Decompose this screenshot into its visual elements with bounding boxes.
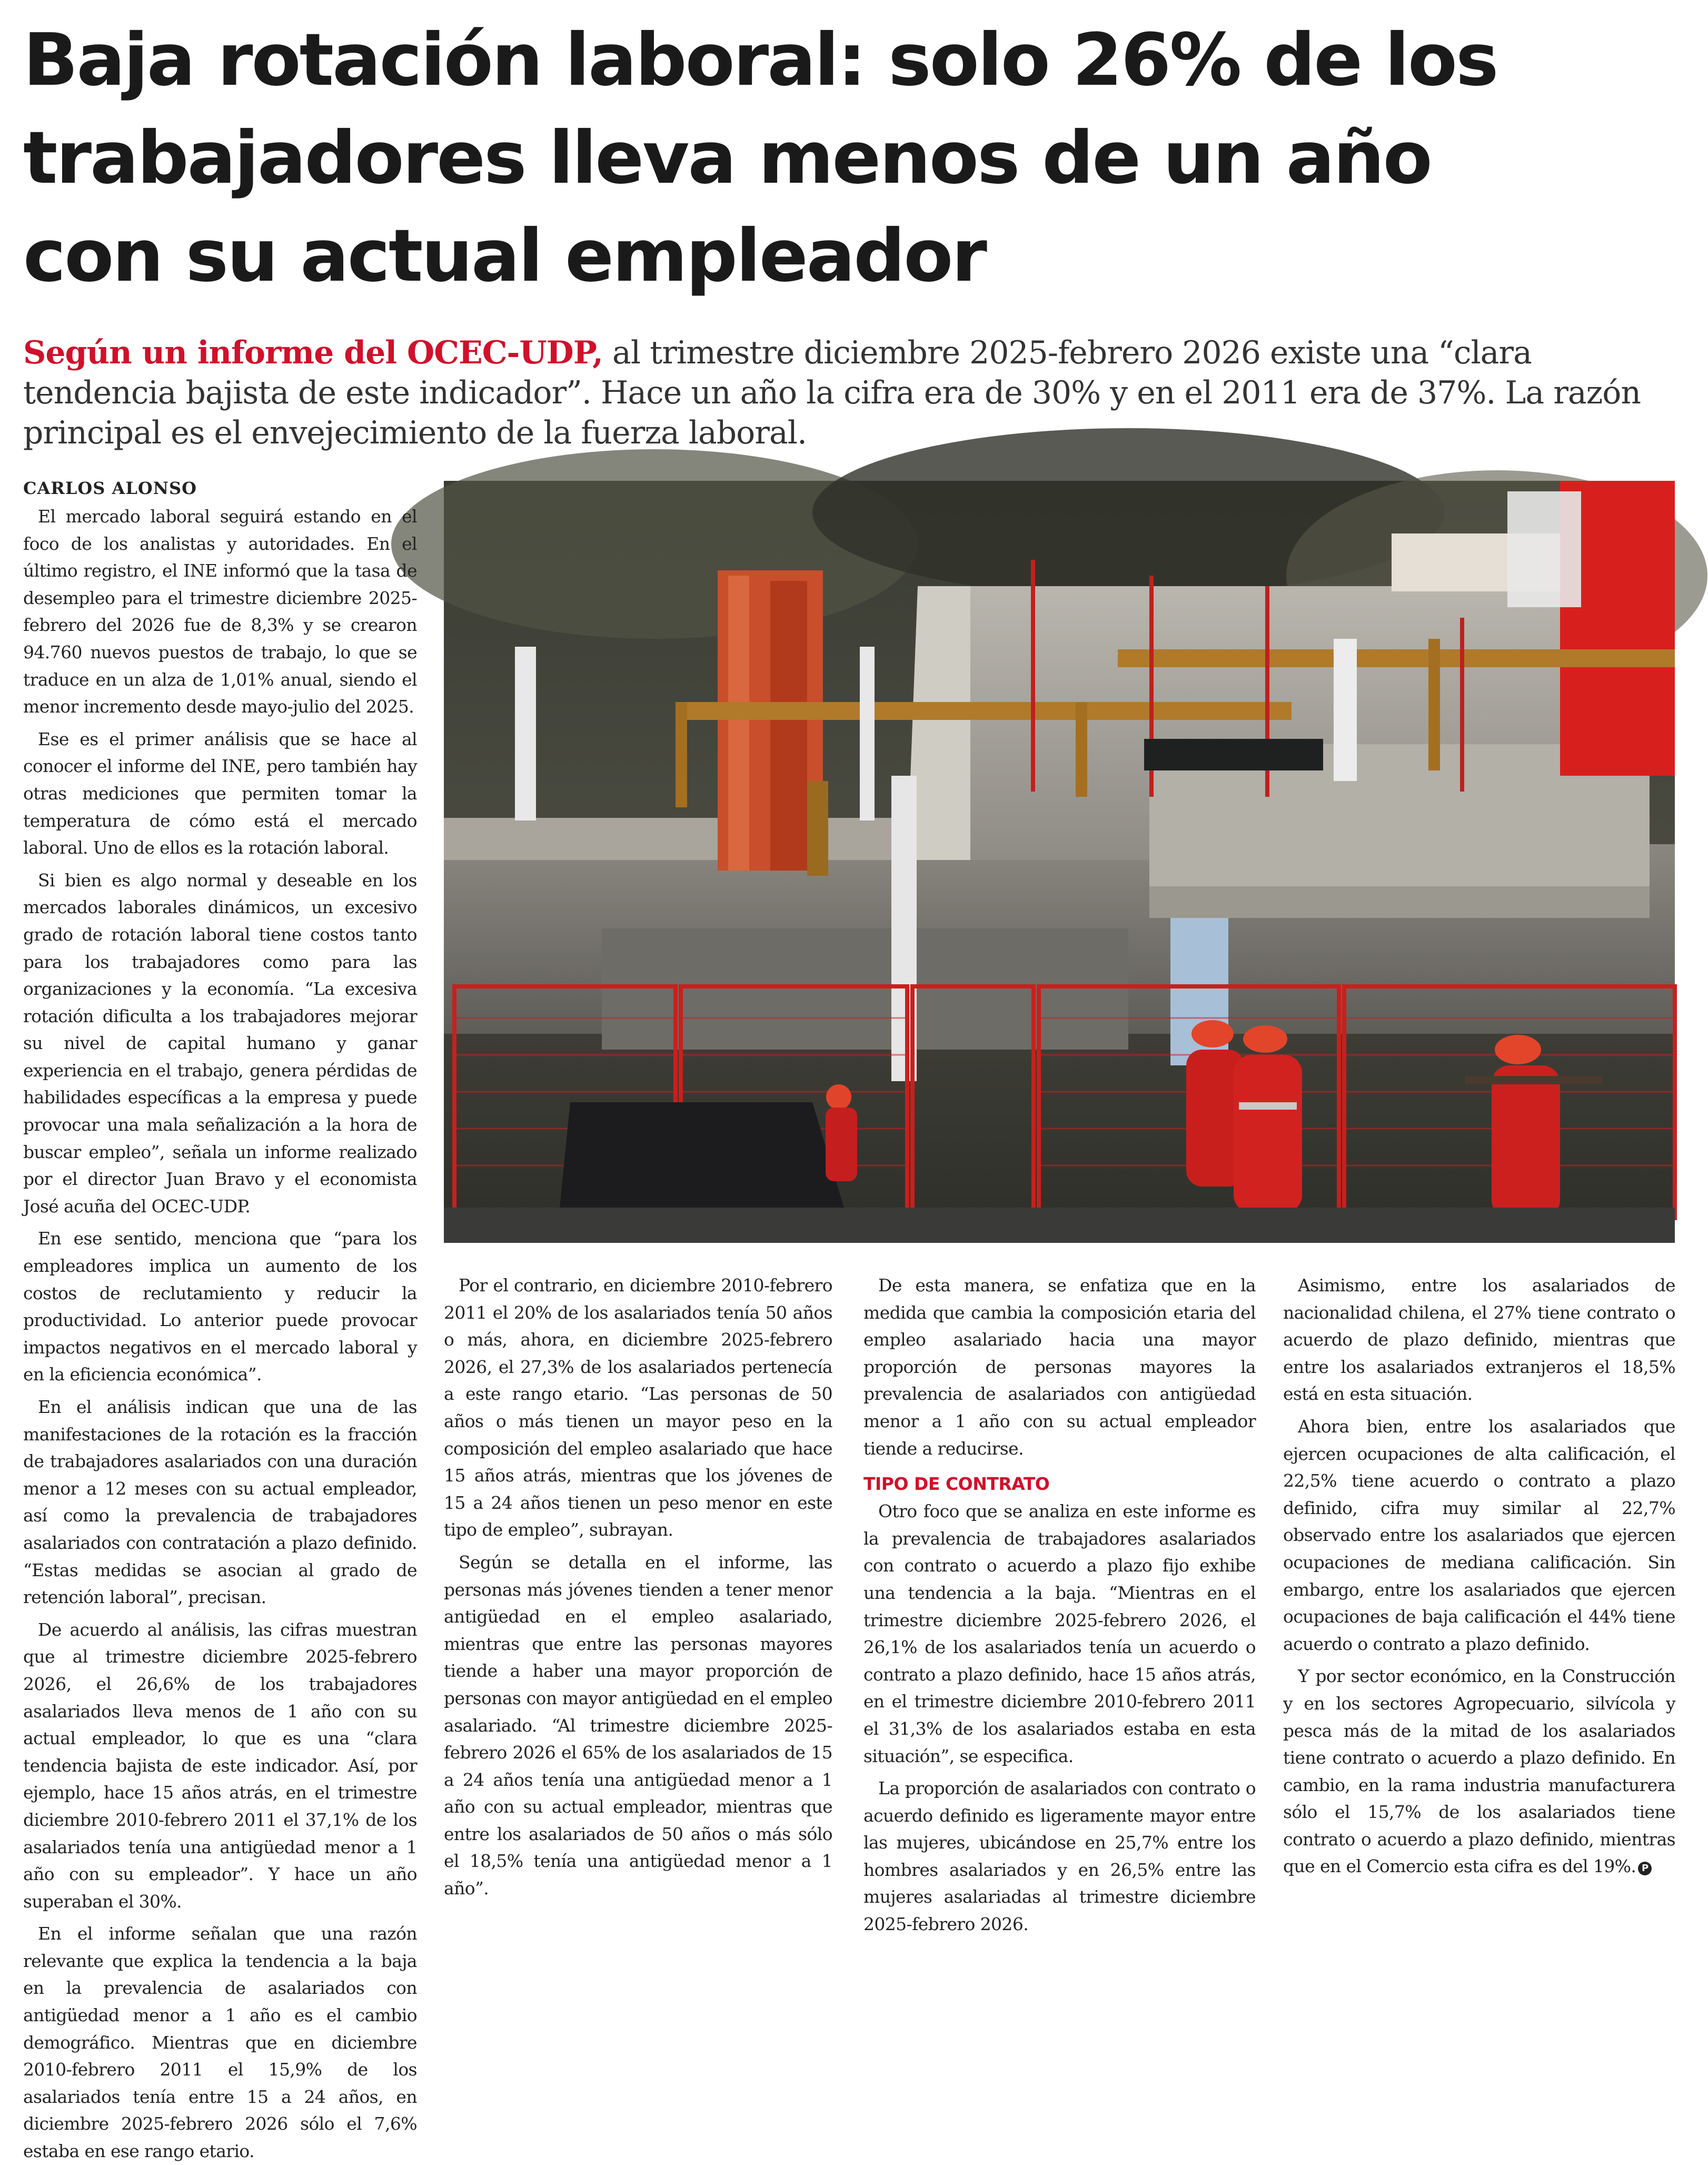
- body-paragraph-10: De esta manera, se enfatiza que en la medida que cambia la composición etaria del empleo asalariado hacia una mayor proporción de personas mayores la prevalencia de asalariados con antigüedad menor a 1 año con su actual empleador tiende a reducirse.: [863, 1275, 1256, 1459]
- column-3: [863, 1267, 1256, 1978]
- column-2: [444, 1267, 832, 1978]
- body-paragraph-13: Asimismo, entre los asalariados de nacionalidad chilena, el 27% tiene contrato o acuerdo de plazo definido, mientras que entre los asalariados extranjeros el 18,5% está en esta situación.: [1283, 1275, 1675, 1405]
- lead-text: al trimestre diciembre 2025-febrero 2026 existe una “clara tendencia bajista de este indicador”. Hace un año la cifra era de 30% y en el 2011 era de 37%. La razón principal es el envejecimiento de la fuerza laboral.: [23, 334, 1641, 451]
- end-mark-icon: P: [1638, 1862, 1652, 1875]
- construction-photo: [444, 481, 1675, 1243]
- headline-line-1: Baja rotación laboral: solo 26% de los: [23, 18, 1497, 102]
- body-paragraph-15-text: Y por sector económico, en la Construcción y en los sectores Agropecuario, silvícola y pesca más de la mitad de los asalariados tiene contrato o acuerdo a plazo definido. En cambio, en la rama industria manufacturera sólo el 15,7% de los asalariados tiene contrato o acuerdo a plazo definido, mientras que en el Comercio esta cifra es del 19%.: [1283, 1666, 1675, 1877]
- subhead-tipo-de-contrato: TIPO DE CONTRATO: [863, 1474, 1050, 1495]
- body-paragraph-6: De acuerdo al análisis, las cifras muestran que al trimestre diciembre 2025-febrero 2026, el 26,6% de los trabajadores asalariados lleva menos de 1 año con su actual empleador, lo que es una “clara tendencia bajista de este indicador. Así, por ejemplo, hace 15 años atrás, en el trimestre diciembre 2010-febrero 2011 el 37,1% de los asalariados tenía una antigüedad menor a 1 año con su empleador”. Y hace un año superaban el 30%.: [23, 1619, 417, 1912]
- body-paragraph-2: Ese es el primer análisis que se hace al conocer el informe del INE, pero también hay otras mediciones que permiten tomar la temperatura de cómo está el mercado laboral. Uno de ellos es la rotación laboral.: [23, 728, 417, 858]
- body-paragraph-11: Otro foco que se analiza en este informe es la prevalencia de trabajadores asalariados con contrato o acuerdo a plazo fijo exhibe una tendencia a la baja. “Mientras en el trimestre diciembre 2025-febrero 2026, el 26,1% de los asalariados tenía un acuerdo o contrato a plazo definido, hace 15 años atrás, en el trimestre diciembre 2010-febrero 2011 el 31,3% de los asalariados estaba en esta situación”, se especifica.: [863, 1501, 1256, 1766]
- byline: CARLOS ALONSO: [23, 478, 197, 498]
- body-paragraph-5: En el análisis indican que una de las manifestaciones de la rotación es la fracción de trabajadores asalariados con una duración menor a 12 meses con su actual empleador, así como la prevalencia de trabajadores asalariados con contratación a plazo definido. “Estas medidas se asocian al grado de retención laboral”, precisan.: [23, 1397, 417, 1608]
- column-1: [23, 503, 417, 2162]
- body-paragraph-1: El mercado laboral seguirá estando en el foco de los analistas y autoridades. En el último registro, el INE informó que la tasa de desempleo para el trimestre diciembre 2025-febrero del 2026 fue de 8,3% y se crearon 94.760 nuevos puestos de trabajo, lo que se traduce en un alza de 1,01% anual, siendo el menor incremento desde mayo-julio del 2025.: [23, 506, 417, 717]
- column-4: [1283, 1267, 1675, 1978]
- body-paragraph-4: En ese sentido, menciona que “para los empleadores implica un aumento de los costos de reclutamiento y reducir la productividad. Lo anterior puede provocar impactos negativos en el mercado laboral y en la eficiencia económica”.: [23, 1228, 417, 1385]
- lead-highlight: Según un informe del OCEC-UDP,: [23, 334, 603, 371]
- headline: [23, 12, 1682, 305]
- lead-paragraph: [23, 333, 1682, 453]
- body-paragraph-8: Por el contrario, en diciembre 2010-febrero 2011 el 20% de los asalariados tenía 50 años o más, ahora, en diciembre 2025-febrero 2026, el 27,3% de los asalariados pertenecía a este rango etario. “Las personas de 50 años o más tienen un mayor peso en la composición del empleo asalariado que hace 15 años atrás, mientras que los jóvenes de 15 a 24 años tienen un peso menor en este tipo de empleo”, subrayan.: [444, 1275, 832, 1540]
- body-paragraph-7: En el informe señalan que una razón relevante que explica la tendencia a la baja en la prevalencia de asalariados con antigüedad menor a 1 año es el cambio demográfico. Mientras que en diciembre 2010-febrero 2011 el 15,9% de los asalariados tenía entre 15 a 24 años, en diciembre 2025-febrero 2026 sólo el 7,6% estaba en ese rango etario.: [23, 1923, 417, 2162]
- body-paragraph-15: [1283, 1663, 1675, 1880]
- body-paragraph-3: Si bien es algo normal y deseable en los mercados laborales dinámicos, un excesivo grado de rotación laboral tiene costos tanto para los trabajadores como para las organizaciones y la economía. “La excesiva rotación dificulta a los trabajadores mejorar su nivel de capital humano y ganar experiencia en el trabajo, genera pérdidas de habilidades específicas a la empresa y puede provocar una mala señalización a la hora de buscar empleo”, señala un informe realizado por el director Juan Bravo y el economista José acuña del OCEC-UDP.: [23, 869, 417, 1217]
- headline-line-3: con su actual empleador: [23, 214, 986, 298]
- body-paragraph-12: La proporción de asalariados con contrato o acuerdo definido es ligeramente mayor entre las mujeres, ubicándose en 25,7% entre los hombres asalariados y en 26,5% entre las mujeres asalariadas al trimestre diciembre 2025-febrero 2026.: [863, 1778, 1256, 1935]
- body-paragraph-14: Ahora bien, entre los asalariados que ejercen ocupaciones de alta calificación, el 22,5% tiene acuerdo o contrato a plazo definido, cifra muy similar al 22,7% observado entre los asalariados que ejercen ocupaciones de mediana calificación. Sin embargo, entre los asalariados que ejercen ocupaciones de baja calificación el 44% tiene acuerdo o contrato a plazo definido.: [1283, 1416, 1675, 1654]
- headline-line-2: trabajadores lleva menos de un año: [23, 116, 1431, 200]
- body-paragraph-9: Según se detalla en el informe, las personas más jóvenes tienden a tener menor antigüedad en el empleo asalariado, mientras que entre las personas mayores tiende a haber una mayor proporción de personas con mayor antigüedad en el empleo asalariado. “Al trimestre diciembre 2025-febrero 2026 el 65% de los asalariados de 15 a 24 años tenía una antigüedad menor a 1 año con su actual empleador, mientras que entre los asalariados de 50 años o más sólo el 18,5% tenía una antigüedad menor a 1 año”.: [444, 1551, 832, 1899]
